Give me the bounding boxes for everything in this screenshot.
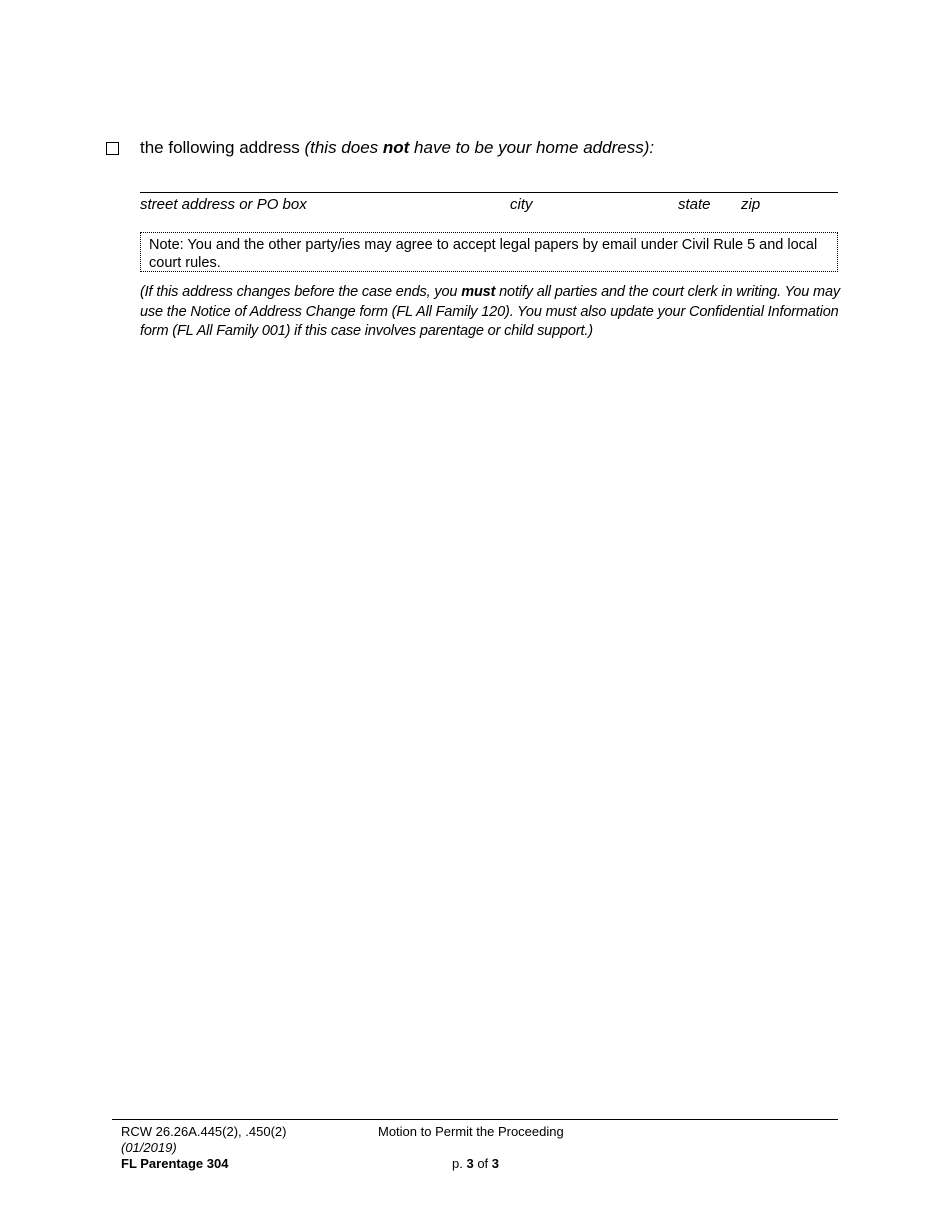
footer-revision-date: (01/2019) [121, 1140, 177, 1155]
footer-divider [112, 1119, 838, 1120]
address-option-label: the following address (this does not have to be your home address): [140, 138, 655, 157]
email-service-note: Note: You and the other party/ies may agree to accept legal papers by email under Civil Rule 5 and local court rules. [140, 232, 838, 272]
footer-form-title: Motion to Permit the Proceeding [378, 1124, 564, 1139]
address-input-line[interactable] [140, 192, 838, 193]
footer-page-number: p. 3 of 3 [452, 1156, 500, 1171]
street-label: street address or PO box [140, 196, 307, 213]
footer-form-id: FL Parentage 304 [121, 1156, 229, 1171]
state-label: state [678, 196, 711, 213]
address-checkbox[interactable] [106, 142, 119, 155]
city-label: city [510, 196, 533, 213]
zip-label: zip [741, 196, 761, 213]
address-hint: (this does not have to be your home address): [304, 138, 655, 157]
footer-statute: RCW 26.26A.445(2), .450(2) [121, 1124, 287, 1139]
address-change-instructions: (If this address changes before the case ends, you must notify all parties and the court clerk in writing. You may use the Notice of Address Change form (FL All Family 120). You must also update your Confidential Information form (FL All Family 001) if this case involves parentage or child support.) [140, 284, 840, 339]
